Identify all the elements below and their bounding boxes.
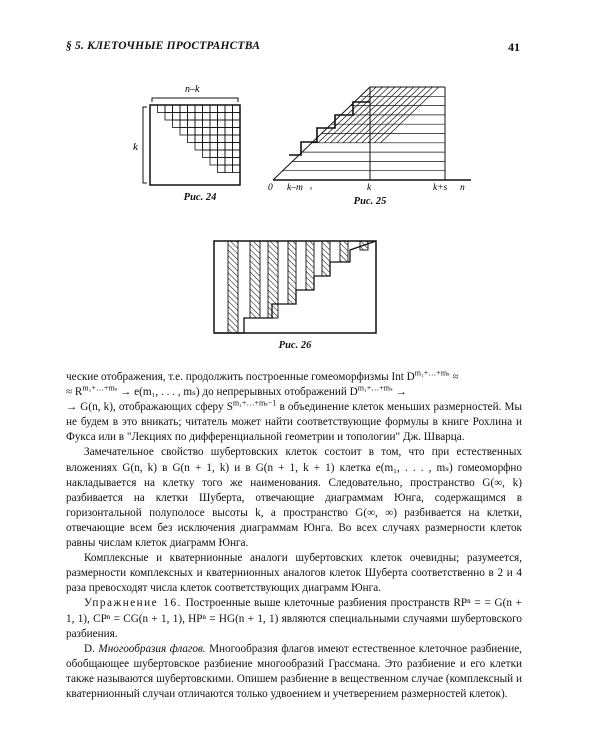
fig25-tick-k: k (367, 183, 372, 190)
exercise-label: Упражнение 16. (84, 597, 182, 610)
p1-part-i: → G(n, k), отображающих сферу S (66, 401, 233, 414)
paragraph-3: Комплексные и кватернионные аналоги шубертовских клеток очевидны; разумеется, размерности комплексных и кватернионных аналогов клеток Шуберта соответственно в 2 и 4 раза превосходят числа клеток соответствующих диаграмм Юнга. (66, 552, 522, 595)
fig24-top-label: n–k (185, 84, 200, 95)
page-number: 41 (508, 40, 520, 54)
section-d-label: D. (84, 642, 99, 655)
figure-25-caption: Рис. 25 (353, 196, 387, 207)
section-d-title: Многообразия флагов. (98, 642, 206, 655)
paragraph-2: Замечательное свойство шубертовских клеток состоит в том, что при естественных вложениях G(n, k) в G(n + 1, k) и в G(n + 1, k + 1) клетка e(m₁, . . . , mₛ) гомеоморфно накладывается на клетку того же наименования. Следовательно, пространство G(∞, k) разбивается на клетки Шуберта, отвечающие диаграммам Юнга, содержащимся в горизонтальной полуполосе высоты k, а пространство G(∞, ∞) разбивается на клетки, отвечающие всем без исключения диаграммам Юнга. Во всех случаях размерности клеток равны числам клеток диаграмм Юнга. (66, 446, 522, 550)
p1-part-c: ≈ (449, 371, 459, 383)
section-d-body: Многообразия флагов имеют естественное клеточное разбиение, обобщающее шубертовское разбиение многообразий Грассмана. Это разбиение и его клетки также называются шубертовскими. Опишем разбиение в вещественном случае (комплексный и кватернионный случаи отличаются только удвоением и учетверением размерностей клеток). (66, 642, 522, 700)
figure-24 (130, 80, 250, 205)
body-text (66, 370, 522, 702)
p1-part-f: → e(m₁, . . . , mₛ) до непрерывных отображений D (117, 386, 358, 399)
p1-sup-3: m₁+…+mₛ (357, 383, 393, 393)
p1-part-h: → (392, 386, 407, 399)
figure-26-drawing (210, 238, 380, 336)
p1-part-d: ≈ R (66, 386, 83, 399)
fig25-tick-n: n (460, 183, 465, 190)
p1-part-k: в объединение клеток меньших размерностей. Мы не будем в это вникать; читатель может найти соответствующие формулы в книге Рохлина и Фукса или в "Лекциях по дифференциальной геометрии и топологии" Дж. Шварца. (66, 401, 522, 444)
exercise-body: Построенные выше клеточные разбиения пространств RPⁿ = = G(n + 1, 1), CPⁿ = CG(n + 1, 1), HPⁿ = HG(n + 1, 1) являются специальными случаями шубертовского разбиения. (66, 597, 522, 640)
p1-sup-1: m₁+…+mₛ (414, 368, 450, 378)
figure-26 (210, 238, 380, 353)
running-header (66, 40, 520, 60)
paragraph-1 (66, 370, 522, 445)
figure-25 (265, 80, 480, 210)
figure-26-caption: Рис. 26 (278, 340, 312, 351)
p1-sup-2: m₁+…+mₛ (82, 383, 118, 393)
p1-part-a: ческие отображения, т.е. продолжить построенные гомеоморфизмы Int D (66, 371, 415, 383)
fig25-tick-0: 0 (268, 183, 273, 190)
section-d (66, 642, 522, 702)
section-title: § 5. КЛЕТОЧНЫЕ ПРОСТРАНСТВА (66, 40, 261, 52)
exercise-16 (66, 596, 522, 641)
figure-25-drawing (265, 80, 480, 190)
figure-24-drawing (130, 80, 250, 205)
p1-sup-4: m₁+…+mₛ−1 (232, 398, 277, 408)
figure-24-caption: Рис. 24 (183, 192, 217, 203)
fig25-tick-k-s: k+s (433, 183, 448, 190)
fig24-left-label: k (133, 141, 138, 153)
fig25-tick-subscript: 1 (309, 186, 313, 190)
fig25-tick-k-m: k–m (287, 183, 303, 190)
